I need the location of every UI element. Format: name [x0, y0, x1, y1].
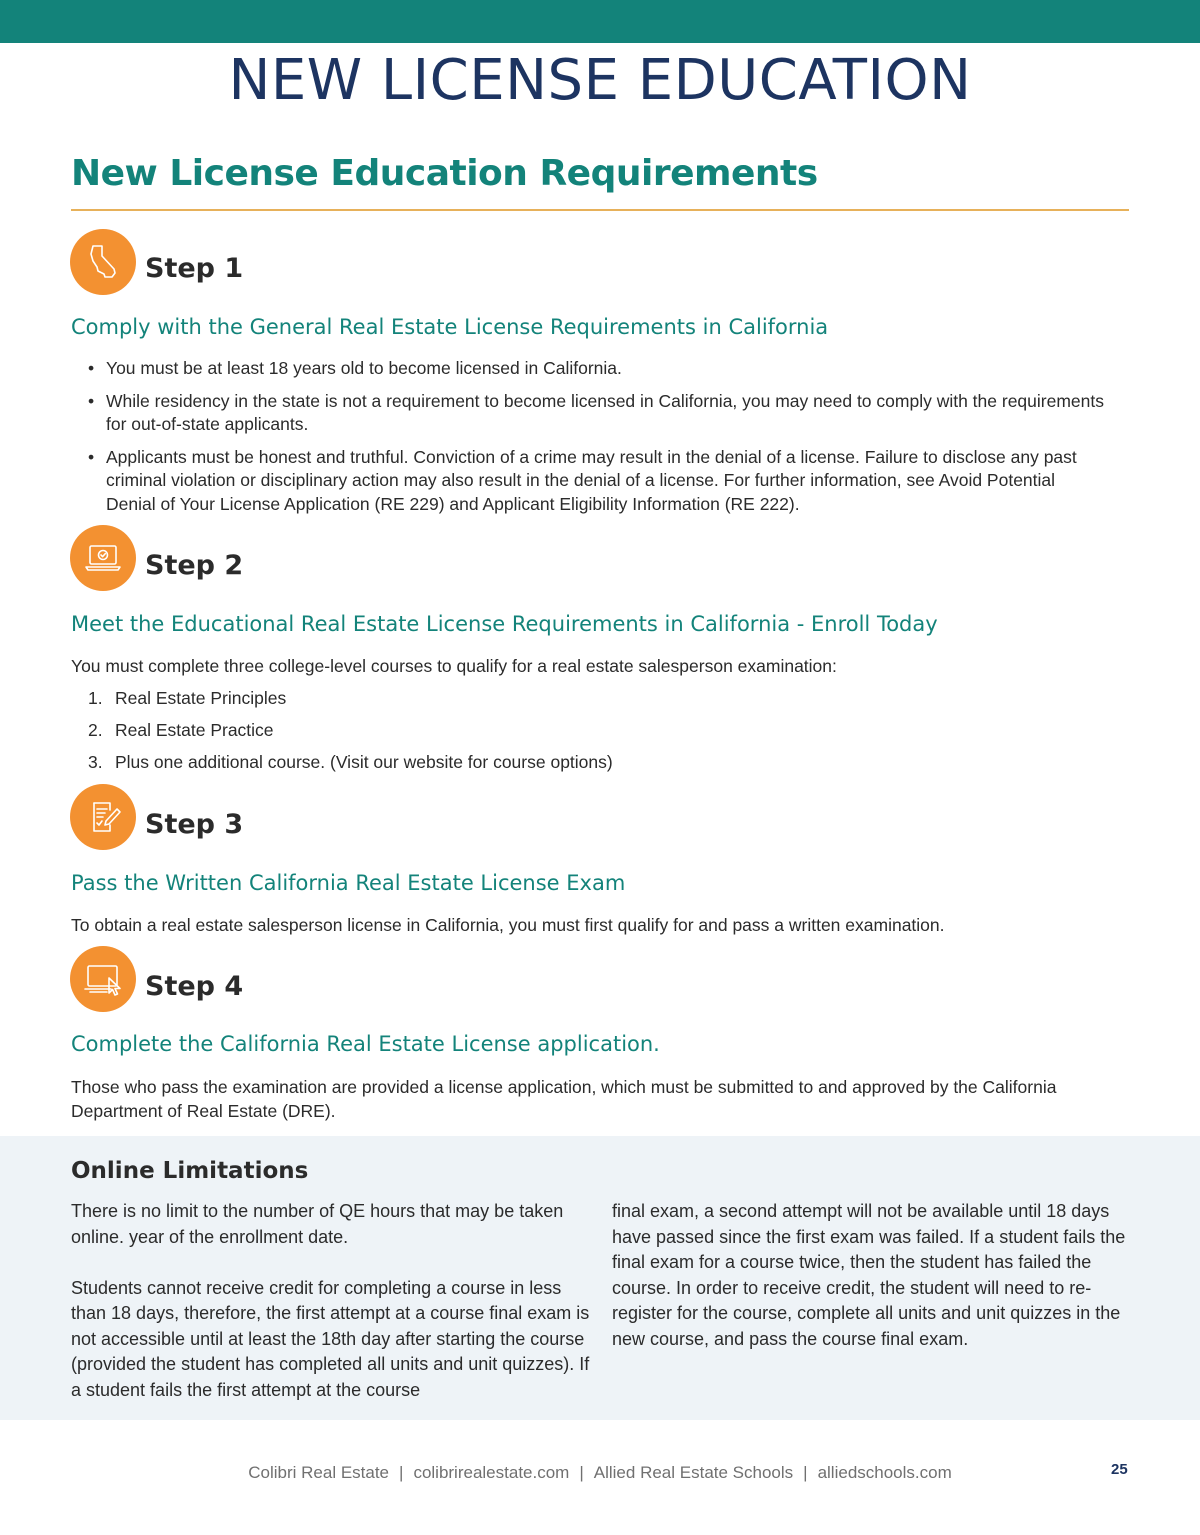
- footer: [0, 1462, 1200, 1484]
- step-4-label: Step 4: [145, 971, 244, 1002]
- california-map-icon: [70, 229, 136, 295]
- footer-brand: Allied Real Estate Schools: [593, 1463, 794, 1482]
- step-2-label: Step 2: [145, 550, 244, 581]
- page-title: NEW LICENSE EDUCATION: [228, 48, 972, 113]
- list-item: [88, 686, 613, 710]
- footer-link[interactable]: colibrirealestate.com: [413, 1463, 570, 1482]
- course-name: Real Estate Principles: [115, 688, 287, 708]
- step-4-subtitle: Complete the California Real Estate License application.: [71, 1032, 660, 1056]
- section-heading: New License Education Requirements: [71, 153, 818, 194]
- computer-cursor-icon: [70, 946, 136, 1012]
- paragraph: Students cannot receive credit for completing a course in less than 18 days, therefore, the first attempt at a course final exam is not accessible until at least the 18th day after starting the course (provided the student has completed all units and unit quizzes). If a student fails the first attempt at the course: [71, 1277, 590, 1400]
- exam-document-pencil-icon: [70, 784, 136, 850]
- footer-link[interactable]: alliedschools.com: [817, 1463, 952, 1482]
- online-limitations-right-column: [612, 1199, 1137, 1352]
- step-3-text: To obtain a real estate salesperson license in California, you must first qualify for and pass a written examination.: [71, 915, 945, 935]
- list-item: • Applicants must be honest and truthful. Conviction of a crime may result in the denial of a license. Failure to disclose any past criminal violation or disciplinary action may also result in the denial of a license. For further information, see Avoid Potential Denial of Your License Application (RE 229) and Applicant Eligibility Information (RE 222).: [88, 446, 1108, 517]
- step-3-subtitle: Pass the Written California Real Estate License Exam: [71, 871, 626, 895]
- footer-separator: |: [803, 1463, 808, 1482]
- page-number: 25: [1111, 1461, 1128, 1478]
- paragraph: final exam, a second attempt will not be available until 18 days have passed since the first exam was failed. If a student fails the final exam for a course twice, then the student has failed the course. In order to receive credit, the student will need to re-register for the course, complete all units and unit quizzes in the new course, and pass the course final exam.: [612, 1201, 1126, 1349]
- course-name: Real Estate Practice: [115, 720, 274, 740]
- paragraph: There is no limit to the number of QE hours that may be taken online. year of the enrollment date.: [71, 1201, 564, 1247]
- online-limitations-left-column: [71, 1199, 591, 1403]
- list-item: [88, 718, 613, 742]
- list-number: 3.: [88, 752, 103, 772]
- step-3-label: Step 3: [145, 809, 244, 840]
- laptop-check-icon: [70, 525, 136, 591]
- list-number: 2.: [88, 720, 103, 740]
- step-2-intro: You must complete three college-level courses to qualify for a real estate salesperson examination:: [71, 656, 837, 676]
- heading-divider: [71, 209, 1129, 211]
- top-banner: [0, 0, 1200, 43]
- list-number: 1.: [88, 688, 103, 708]
- footer-brand: Colibri Real Estate: [248, 1463, 390, 1482]
- step-1-requirements-list: [88, 357, 1108, 525]
- list-item: • You must be at least 18 years old to become licensed in California.: [88, 357, 1108, 381]
- step-4-text: Those who pass the examination are provided a license application, which must be submitted to and approved by the California Department of Real Estate (DRE).: [71, 1077, 1057, 1121]
- course-name: Plus one additional course. (Visit our website for course options): [115, 752, 613, 772]
- step-2-subtitle: Meet the Educational Real Estate License Requirements in California - Enroll Today: [71, 612, 938, 636]
- footer-separator: |: [399, 1463, 404, 1482]
- footer-separator: |: [579, 1463, 584, 1482]
- course-list: [88, 686, 613, 782]
- list-item: • While residency in the state is not a requirement to become licensed in California, you may need to comply with the requirements for out-of-state applicants.: [88, 390, 1108, 437]
- online-limitations-title: Online Limitations: [71, 1158, 309, 1184]
- step-1-label: Step 1: [145, 253, 244, 284]
- step-1-subtitle: Comply with the General Real Estate License Requirements in California: [71, 315, 829, 339]
- list-item: [88, 750, 613, 774]
